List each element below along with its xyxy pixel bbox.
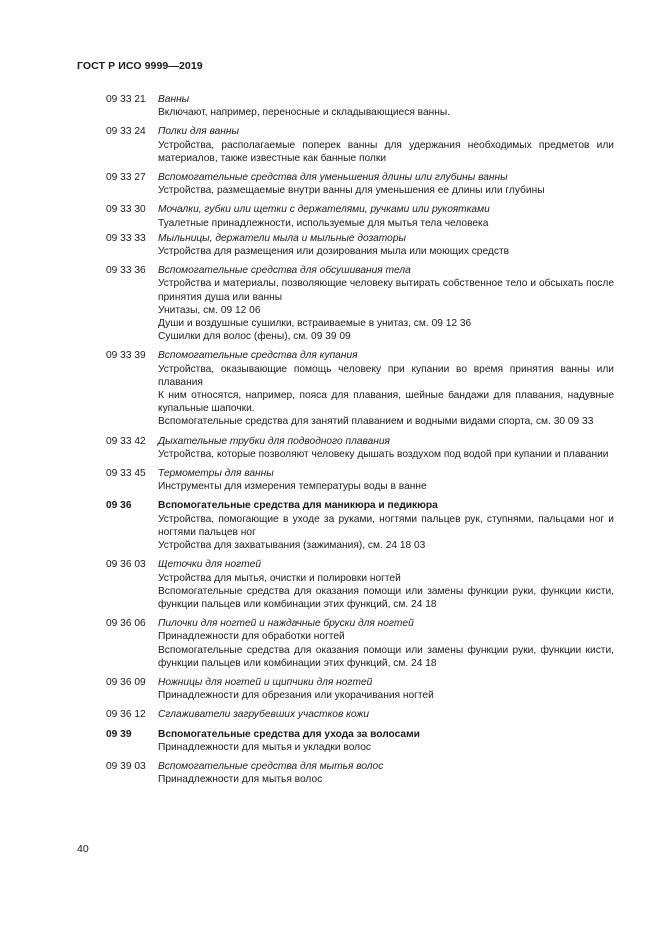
entry-title: Вспомогательные средства для уменьшения длины или глубины ванны <box>158 172 508 184</box>
classification-entry <box>106 349 614 428</box>
entry-description <box>158 572 614 612</box>
entry-code: 09 39 <box>106 728 132 740</box>
entry-description <box>158 741 614 754</box>
classification-entry <box>106 708 614 721</box>
entry-code: 09 36 12 <box>106 709 146 721</box>
entry-code: 09 36 09 <box>106 676 146 688</box>
entry-description <box>158 245 614 258</box>
entry-heading <box>106 171 614 184</box>
classification-entry <box>106 728 614 754</box>
classification-entry <box>106 676 614 702</box>
description-paragraph: Принадлежности для мытья и укладки волос <box>158 741 371 753</box>
entry-title: Вспомогательные средства для обсушивания тела <box>158 265 411 277</box>
description-paragraph: Устройства, располагаемые поперек ванны для удержания необходимых предметов или материалов, также известные как банные полки <box>158 139 614 164</box>
entry-code: 09 33 30 <box>106 204 146 216</box>
description-paragraph: Устройства и материалы, позволяющие человеку вытирать собственное тело и обсыхать после принятия душа или ванны <box>158 278 614 303</box>
description-paragraph: Принадлежности для мытья волос <box>158 774 323 786</box>
entry-description <box>158 513 614 553</box>
entry-title: Мыльницы, держатели мыла и мыльные дозаторы <box>158 232 406 244</box>
entry-heading <box>106 203 614 216</box>
entry-description <box>158 630 614 670</box>
document-header: ГОСТ Р ИСО 9999—2019 <box>77 60 203 72</box>
entry-code: 09 33 21 <box>106 94 146 105</box>
classification-entry <box>106 203 614 229</box>
entry-title: Ножницы для ногтей и щипчики для ногтей <box>158 676 373 688</box>
entry-title: Мочалки, губки или щетки с держателями, ручками или рукоятками <box>158 204 490 216</box>
entry-code: 09 33 27 <box>106 172 146 184</box>
entry-heading <box>106 467 614 480</box>
entry-heading <box>106 499 614 512</box>
classification-entry <box>106 171 614 197</box>
entry-heading <box>106 728 614 741</box>
description-paragraph: Вспомогательные средства для занятий плаванием и водными видами спорта, см. 30 09 33 <box>158 416 594 428</box>
entry-code: 09 33 33 <box>106 232 146 244</box>
entry-heading <box>106 558 614 571</box>
entry-heading <box>106 349 614 362</box>
entry-description <box>158 689 614 702</box>
description-paragraph: Устройства, размещаемые внутри ванны для уменьшения ее длины или глубины <box>158 185 545 197</box>
entry-code: 09 33 39 <box>106 350 146 362</box>
description-paragraph: Вспомогательные средства для оказания помощи или замены функции руки, функции кисти, функции пальцев или комбинации этих функций, см. 24 18 <box>158 585 614 610</box>
entry-heading <box>106 760 614 773</box>
description-paragraph: Унитазы, см. 09 12 06 <box>158 304 261 316</box>
description-paragraph: Устройства для мытья, очистки и полировки ногтей <box>158 572 401 584</box>
entry-code: 09 33 24 <box>106 126 146 138</box>
entry-description <box>158 448 614 461</box>
entry-description <box>158 139 614 165</box>
entry-heading <box>106 435 614 448</box>
description-paragraph: Устройства, которые позволяют человеку дышать воздухом под водой при купании и плавании <box>158 448 609 460</box>
entry-code: 09 33 42 <box>106 435 146 447</box>
classification-entry <box>106 760 614 786</box>
classification-entry <box>106 499 614 552</box>
entry-title: Вспомогательные средства для маникюра и педикюра <box>158 500 438 512</box>
entry-heading <box>106 93 614 106</box>
entry-heading <box>106 232 614 245</box>
entry-title: Щеточки для ногтей <box>158 559 261 571</box>
entry-code: 09 39 03 <box>106 760 146 772</box>
description-paragraph: Принадлежности для обрезания или укорачивания ногтей <box>158 690 434 702</box>
classification-entry <box>106 264 614 343</box>
classification-entry <box>106 467 614 493</box>
description-paragraph: Устройства для захватывания (зажимания), см. 24 18 03 <box>158 540 426 552</box>
description-paragraph: Устройства для размещения или дозирования мыла или моющих средств <box>158 246 510 258</box>
entry-description <box>158 773 614 786</box>
entry-title: Вспомогательные средства для мытья волос <box>158 760 384 772</box>
entry-title: Пилочки для ногтей и наждачные бруски для ногтей <box>158 618 414 630</box>
classification-entry <box>106 558 614 611</box>
entry-heading <box>106 125 614 138</box>
entry-code: 09 36 <box>106 500 132 512</box>
description-paragraph: Устройства, оказывающие помощь человеку при купании во время принятия ванны или плавания <box>158 363 614 388</box>
entry-title: Ванны <box>158 94 190 105</box>
entry-title: Сглаживатели загрубевших участков кожи <box>158 709 370 721</box>
entry-title: Полки для ванны <box>158 126 239 138</box>
description-paragraph: Туалетные принадлежности, используемые для мытья тела человека <box>158 217 489 229</box>
entry-heading <box>106 264 614 277</box>
classification-entry <box>106 617 614 670</box>
entry-code: 09 36 03 <box>106 559 146 571</box>
entry-title: Вспомогательные средства для ухода за волосами <box>158 728 420 740</box>
description-paragraph: К ним относятся, например, пояса для плавания, шейные бандажи для плавания, надувные купальные шапочки. <box>158 390 614 415</box>
entry-code: 09 33 36 <box>106 265 146 277</box>
entry-title: Дыхательные трубки для подводного плавания <box>158 435 390 447</box>
entry-description <box>158 106 614 119</box>
description-paragraph: Сушилки для волос (фены), см. 09 39 09 <box>158 331 351 343</box>
page-number: 40 <box>77 843 89 855</box>
classification-entry <box>106 435 614 461</box>
description-paragraph: Инструменты для измерения температуры воды в ванне <box>158 481 427 493</box>
description-paragraph: Души и воздушные сушилки, встраиваемые в унитаз, см. 09 12 36 <box>158 318 472 330</box>
entry-code: 09 33 45 <box>106 468 146 480</box>
entry-heading <box>106 676 614 689</box>
description-paragraph: Принадлежности для обработки ногтей <box>158 631 345 643</box>
entry-description <box>158 277 614 343</box>
description-paragraph: Устройства, помогающие в уходе за руками, ногтями пальцев рук, ступнями, пальцами ног и ногтями пальцев ног <box>158 513 614 538</box>
entry-heading <box>106 617 614 630</box>
entry-title: Термометры для ванны <box>158 468 274 480</box>
entry-description <box>158 363 614 429</box>
entry-description <box>158 480 614 493</box>
classification-list <box>106 93 614 792</box>
entry-code: 09 36 06 <box>106 618 146 630</box>
entry-title: Вспомогательные средства для купания <box>158 350 358 362</box>
description-paragraph: Вспомогательные средства для оказания помощи или замены функции руки, функции кисти, функции пальцев или комбинации этих функций, см. 24 18 <box>158 644 614 669</box>
entry-description <box>158 217 614 230</box>
entry-description <box>158 184 614 197</box>
classification-entry <box>106 125 614 165</box>
entry-heading <box>106 708 614 721</box>
description-paragraph: Включают, например, переносные и складывающиеся ванны. <box>158 107 451 119</box>
classification-entry <box>106 232 614 258</box>
classification-entry <box>106 93 614 119</box>
